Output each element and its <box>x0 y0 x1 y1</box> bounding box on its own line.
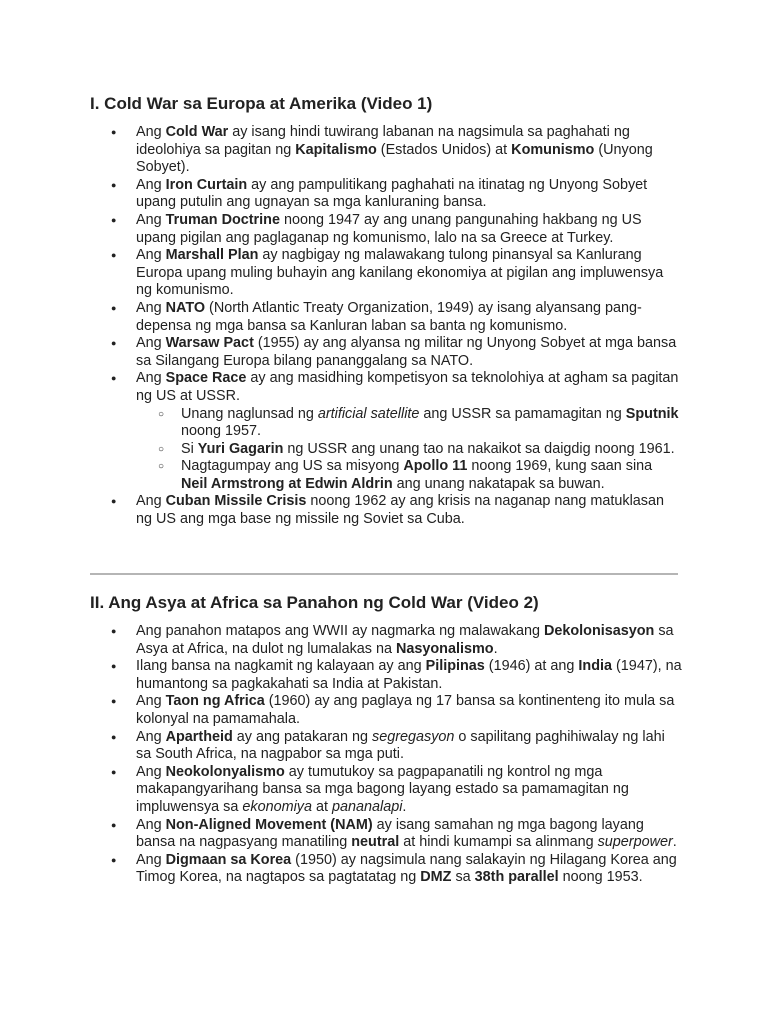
sub-list <box>136 406 682 494</box>
list-item-warsaw-pact: ● Ang Warsaw Pact (1955) ay ang alyansa ng militar ng Unyong Sobyet at mga bansa sa Silangang Europa bilang pananggalang sa NATO. <box>90 335 682 370</box>
list-item-non-aligned-movement: ● Ang Non-Aligned Movement (NAM) ay isang samahan ng mga bagong layang bansa na nagpasyang manatiling neutral at hindi kumampi sa alinmang superpower. <box>90 817 682 852</box>
bullet-list <box>90 623 682 887</box>
section-cold-war-europe-america <box>90 93 682 529</box>
sub-item-apollo-11: ○ Nagtagumpay ang US sa misyong Apollo 11 noong 1969, kung saan sina Neil Armstrong at Edwin Aldrin ang unang nakatapak sa buwan. <box>136 458 682 493</box>
list-item-decolonization: ● Ang panahon matapos ang WWII ay nagmarka ng malawakang Dekolonisasyon sa Asya at Africa, na dulot ng lumalakas na Nasyonalismo. <box>90 623 682 658</box>
list-item-truman-doctrine: ● Ang Truman Doctrine noong 1947 ay ang unang pangunahing hakbang ng US upang pigilan ang paglaganap ng komunismo, lalo na sa Greece at Turkey. <box>90 212 682 247</box>
sub-item-sputnik: ○ Unang naglunsad ng artificial satellite ang USSR sa pamamagitan ng Sputnik noong 1957. <box>136 406 682 441</box>
list-item-nato: ● Ang NATO (North Atlantic Treaty Organization, 1949) ay isang alyansang pang-depensa ng mga bansa sa Kanluran laban sa banta ng komunismo. <box>90 300 682 335</box>
list-item-year-of-africa: ● Ang Taon ng Africa (1960) ay ang paglaya ng 17 bansa sa kontinenteng ito mula sa kolonyal na pamamahala. <box>90 693 682 728</box>
list-item-independence: ● Ilang bansa na nagkamit ng kalayaan ay ang Pilipinas (1946) at ang India (1947), na humantong sa pagkakahati sa India at Pakistan. <box>90 658 682 693</box>
section-title: II. Ang Asya at Africa sa Panahon ng Cold War (Video 2) <box>90 593 539 612</box>
list-item-neocolonialism: ● Ang Neokolonyalismo ay tumutukoy sa pagpapanatili ng kontrol ng mga makapangyarihang bansa sa mga bagong layang estado sa pamamagitan ng impluwensya sa ekonomiya at pananalapi. <box>90 764 682 817</box>
bullet-list <box>90 124 682 529</box>
list-item-iron-curtain: ● Ang Iron Curtain ay ang pampulitikang paghahati na itinatag ng Unyong Sobyet upang putulin ang ugnayan sa mga kanluraning bansa. <box>90 177 682 212</box>
list-item-cold-war: ● Ang Cold War ay isang hindi tuwirang labanan na nagsimula sa paghahati ng ideolohiya sa pagitan ng Kapitalismo (Estados Unidos) at Komunismo (Unyong Sobyet). <box>90 124 682 177</box>
sub-item-yuri-gagarin: ○ Si Yuri Gagarin ng USSR ang unang tao na nakaikot sa daigdig noong 1961. <box>136 441 682 459</box>
section-divider <box>90 573 678 575</box>
list-item-cuban-missile-crisis: ● Ang Cuban Missile Crisis noong 1962 ay ang krisis na naganap nang matuklasan ng US ang mga base ng missile ng Soviet sa Cuba. <box>90 493 682 528</box>
list-item-korean-war: ● Ang Digmaan sa Korea (1950) ay nagsimula nang salakayin ng Hilagang Korea ang Timog Korea, na nagtapos sa pagtatatag ng DMZ sa 38th parallel noong 1953. <box>90 852 682 887</box>
list-item-space-race: ● Ang Space Race ay ang masidhing kompetisyon sa teknolohiya at agham sa pagitan ng US at USSR. ○ Unang naglunsad ng artificial satellite ang USSR sa pamamagitan ng Sputnik noong 1957. ○ Si Yuri Gagarin ng USSR ang unang tao na nakaikot sa daigdig noong 1961. ○ Nagtagumpay ang US sa misyong Apollo 11 noong 1969, kung saan sina Neil Armstrong at Edwin Aldrin ang unang nakatapak sa buwan. <box>90 370 682 493</box>
section-title: I. Cold War sa Europa at Amerika (Video 1) <box>90 94 433 113</box>
section-asia-africa-cold-war <box>90 592 682 887</box>
list-item-apartheid: ● Ang Apartheid ay ang patakaran ng segregasyon o sapilitang paghihiwalay ng lahi sa South Africa, na nagpabor sa mga puti. <box>90 729 682 764</box>
list-item-marshall-plan: ● Ang Marshall Plan ay nagbigay ng malawakang tulong pinansyal sa Kanlurang Europa upang muling buhayin ang kanilang ekonomiya at pigilan ang impluwensya ng komunismo. <box>90 247 682 300</box>
